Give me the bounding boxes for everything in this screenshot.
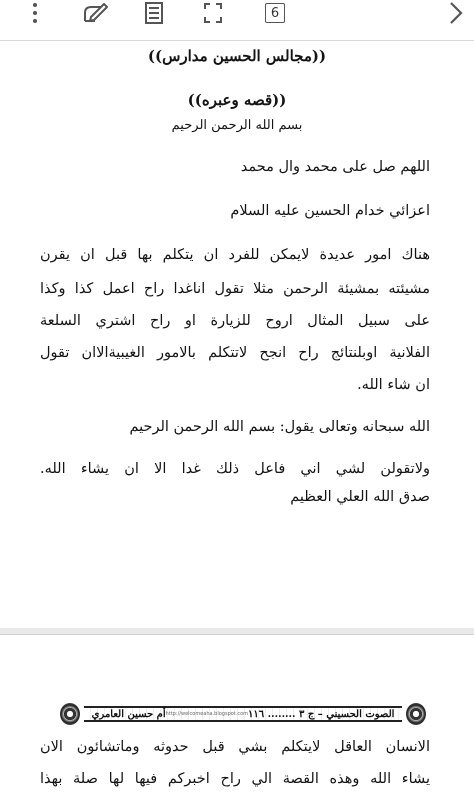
header-banner [84,706,403,722]
greeting-line: اعزائي خدام الحسين عليه السلام [230,203,430,219]
page-title: ((مجالس الحسين مدارس)) [147,47,327,65]
page-number-button[interactable] [262,0,288,26]
paragraph-line: على سبيل المثال اروح للزيارة او راح اشتري السلعة [40,313,430,329]
document-icon[interactable] [142,0,166,26]
reader-toolbar [0,0,474,44]
paragraph-line: مشيئته بمشيئة الرحمن مثلا تقول اناغدا راح اعمل كذا وكذا [40,281,430,297]
verse-closing-line: صدق الله العلي العظيم [290,489,430,505]
paragraph-line: يشاء الله وهذه القصة الي راح اخبركم فيها لها صلة بهذا [40,771,430,787]
paragraph-line: الانسان العاقل لايتكلم بشي قبل حدوثه وماتشائون الان [40,739,430,755]
paragraph-line: الفلانية اوبلنتائج راح انجح لاتتكلم بالامور الغيبيةالاان تقول [40,345,430,361]
fullscreen-icon[interactable] [200,0,226,26]
document-page-1 [0,40,474,629]
salawat-line: اللهم صل على محمد وال محمد [240,159,430,175]
more-vert-icon[interactable] [26,0,44,26]
header-title: الصوت الحسيني – ج ٣ ........ ١١٦ [248,708,395,720]
page-subtitle: ((قصه وعبره)) [187,91,287,109]
edit-icon[interactable] [80,0,110,26]
header-author: أم حسين العامري [91,708,166,720]
basmala-line: بسم الله الرحمن الرحيم [171,118,303,133]
page-number: 6 [265,3,285,23]
document-page-2 [0,634,474,801]
paragraph-line: ان شاء الله. [357,377,430,393]
ornament-icon [406,703,426,725]
verse-line: ولاتقولن لشي اني فاعل ذلك غدا الا ان يشاء الله. [40,461,430,477]
page-header-band [60,701,426,727]
paragraph-line: هناك امور عديدة لايمكن للفرد ان يتكلم بها قبل ان يقرن [40,247,430,263]
verse-intro-line: الله سبحانه وتعالى يقول: بسم الله الرحمن الرحيم [129,419,430,435]
ornament-icon [60,703,80,725]
header-url: http://welcomeaha.blogspot.com [165,711,249,717]
chevron-right-icon[interactable] [444,0,468,26]
